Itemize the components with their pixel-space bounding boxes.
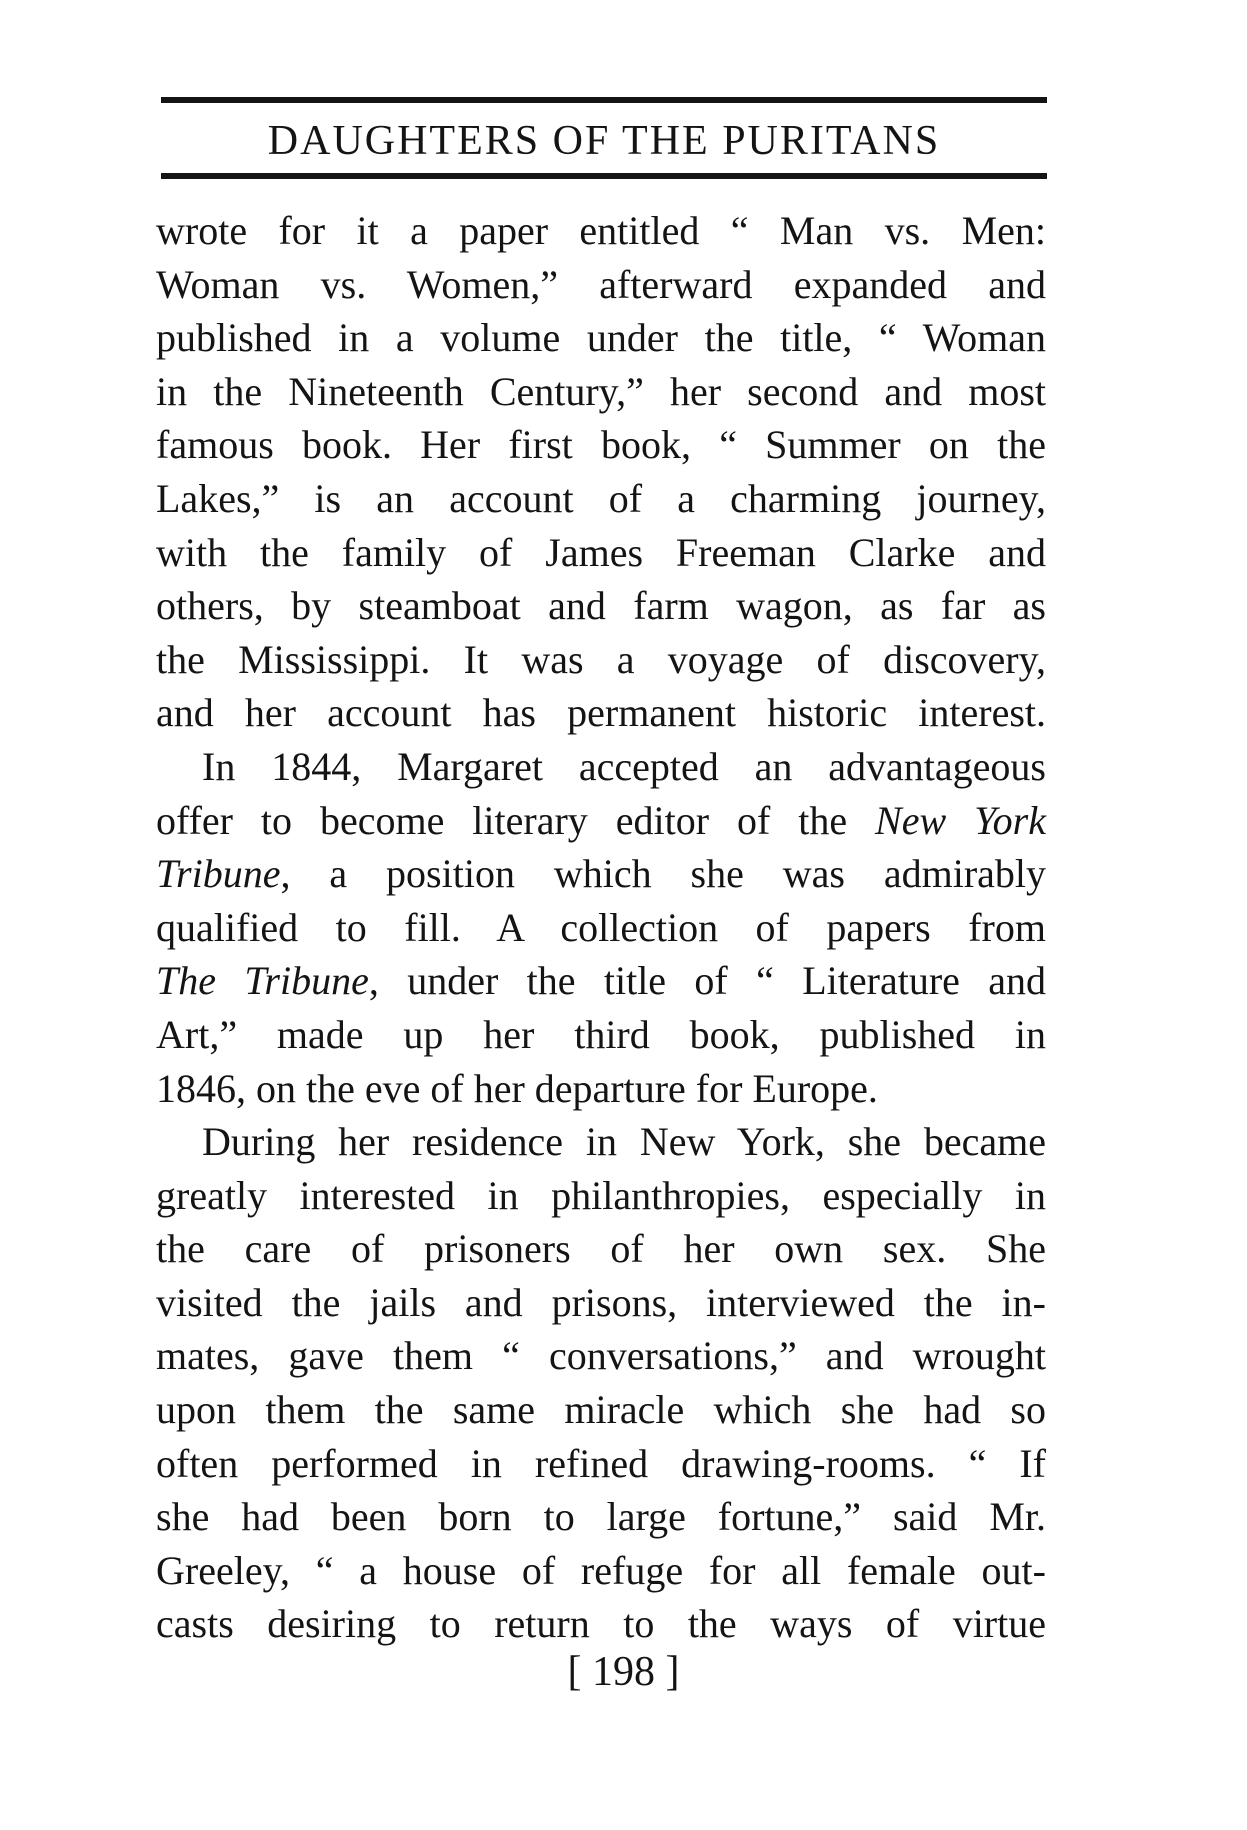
page-number: [ 198 ]	[567, 1649, 680, 1695]
header-rule-bottom	[161, 173, 1047, 179]
text-line: often performed in refined drawing-rooms. “ If	[156, 1440, 1046, 1486]
text-line: the care of prisoners of her own sex. She	[156, 1226, 1046, 1272]
text-line: Tribune, a position which she was admirably	[156, 851, 1046, 897]
paragraph	[156, 1115, 1046, 1651]
text-line: published in a volume under the title, “ Woman	[156, 315, 1046, 361]
text-line: offer to become literary editor of the New York	[156, 797, 1046, 843]
text-line: casts desiring to return to the ways of virtue	[156, 1601, 1046, 1647]
running-head: DAUGHTERS OF THE PURITANS	[267, 118, 941, 164]
text-line: with the family of James Freeman Clarke and	[156, 529, 1046, 575]
paragraph	[156, 204, 1046, 740]
paragraph	[156, 740, 1046, 1115]
text-line: The Tribune, under the title of “ Literature and	[156, 958, 1046, 1004]
header-rule-top	[161, 97, 1047, 103]
text-line: 1846, on the eve of her departure for Europe.	[156, 1065, 878, 1111]
text-line: Lakes,” is an account of a charming journey,	[156, 475, 1046, 521]
text-line: the Mississippi. It was a voyage of discovery,	[156, 636, 1046, 682]
text-line: Art,” made up her third book, published in	[156, 1011, 1046, 1057]
text-line: others, by steamboat and farm wagon, as far as	[156, 583, 1046, 629]
text-line: wrote for it a paper entitled “ Man vs. Men:	[156, 208, 1046, 253]
text-line: greatly interested in philanthropies, especially in	[156, 1172, 1046, 1218]
text-line: in the Nineteenth Century,” her second and most	[156, 368, 1046, 414]
body-text	[156, 204, 1046, 1651]
text-line: qualified to fill. A collection of papers from	[156, 904, 1046, 950]
text-line: upon them the same miracle which she had so	[156, 1387, 1046, 1433]
text-line: During her residence in New York, she became	[202, 1119, 1046, 1165]
text-line: Greeley, “ a house of refuge for all female out-	[156, 1547, 1046, 1593]
text-line: and her account has permanent historic interest.	[156, 690, 1046, 736]
text-line: mates, gave them “ conversations,” and wrought	[156, 1333, 1046, 1379]
text-line: famous book. Her first book, “ Summer on the	[156, 422, 1046, 468]
text-line: she had been born to large fortune,” said Mr.	[156, 1494, 1046, 1540]
text-line: In 1844, Margaret accepted an advantageous	[202, 743, 1046, 789]
text-line: Woman vs. Women,” afterward expanded and	[156, 261, 1046, 307]
text-line: visited the jails and prisons, interviewed the in-	[156, 1279, 1046, 1325]
